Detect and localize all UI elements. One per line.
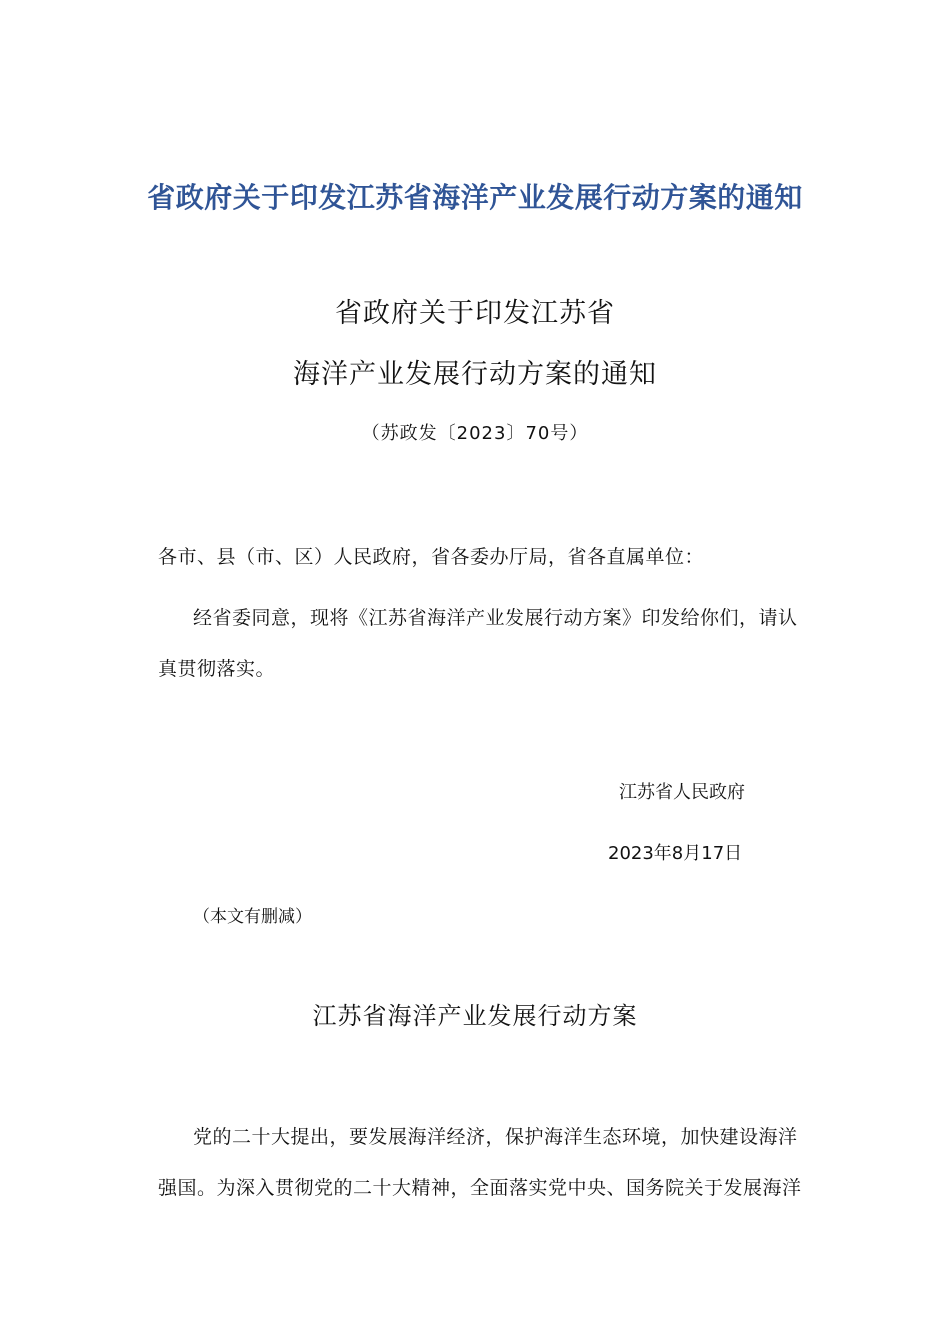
plan-paragraph-line-2: 强国。为深入贯彻党的二十大精神，全面落实党中央、国务院关于发展海洋 [158,1177,802,1199]
document-title-line-1: 省政府关于印发江苏省 [335,298,615,329]
abridged-note: （本文有删减） [193,907,312,927]
document-number: （苏政发〔2023〕70号） [361,423,589,444]
notice-paragraph-line-1: 经省委同意，现将《江苏省海洋产业发展行动方案》印发给你们，请认 [193,607,798,629]
issuer: 江苏省人民政府 [619,782,745,803]
page-title: 省政府关于印发江苏省海洋产业发展行动方案的通知 [147,181,803,214]
issue-date: 2023年8月17日 [608,843,743,864]
addressee: 各市、县（市、区）人民政府，省各委办厅局，省各直属单位： [158,546,705,568]
plan-title: 江苏省海洋产业发展行动方案 [312,1002,638,1030]
document-title-line-2: 海洋产业发展行动方案的通知 [293,359,657,390]
plan-paragraph-line-1: 党的二十大提出，要发展海洋经济，保护海洋生态环境，加快建设海洋 [193,1126,798,1148]
notice-paragraph-line-2: 真贯彻落实。 [158,658,276,680]
